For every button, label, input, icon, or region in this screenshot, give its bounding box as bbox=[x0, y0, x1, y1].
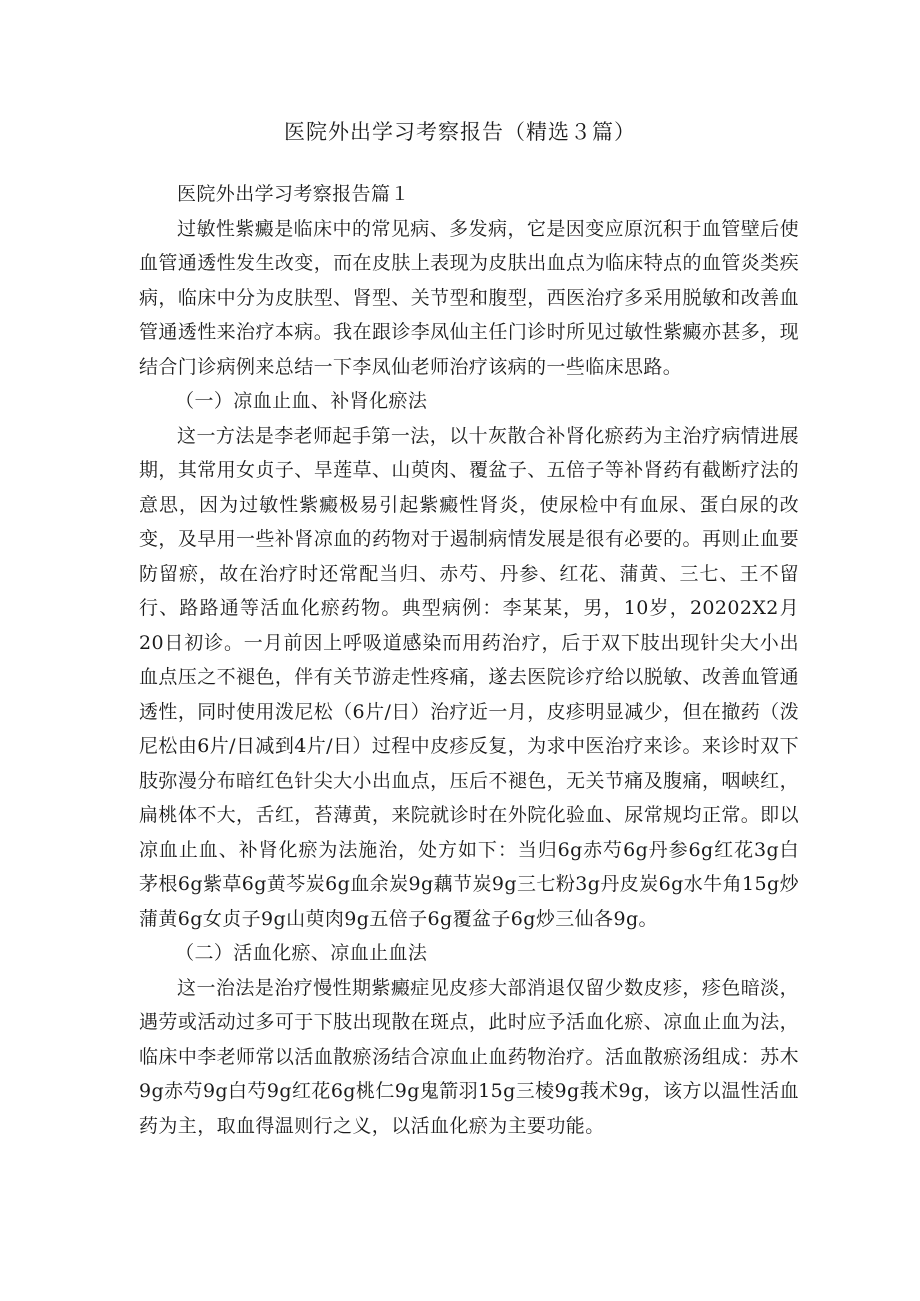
body-paragraph: 过敏性紫癜是临床中的常见病、多发病，它是因变应原沉积于血管壁后使血管通透性发生改变，而在皮肤上表现为皮肤出血点为临床特点的血管炎类疾病，临床中分为皮肤型、肾型、关节型和腹型，西医治疗多采用脱敏和改善血管通透性来治疗本病。我在跟诊李凤仙主任门诊时所见过敏性紫癜亦甚多，现结合门诊病例来总结一下李凤仙老师治疗该病的一些临床思路。 bbox=[139, 217, 799, 378]
subsection-heading: （一）凉血止血、补肾化瘀法 bbox=[175, 390, 428, 412]
subsection-heading: （二）活血化瘀、凉血止血法 bbox=[175, 942, 428, 964]
body-paragraph: 这一治法是治疗慢性期紫癜症见皮疹大部消退仅留少数皮疹，疹色暗淡，遇劳或活动过多可于下肢出现散在斑点，此时应予活血化瘀、凉血止血为法，临床中李老师常以活血散瘀汤结合凉血止血药物治疗。活血散瘀汤组成：苏木9g赤芍9g白芍9g红花6g桃仁9g鬼箭羽15g三棱9g莪术9g，该方以温性活血药为主，取血得温则行之义，以活血化瘀为主要功能。 bbox=[139, 976, 799, 1137]
document-title: 医院外出学习考察报告（精选３篇） bbox=[284, 120, 636, 144]
body-paragraph: 这一方法是李老师起手第一法，以十灰散合补肾化瘀药为主治疗病情进展期，其常用女贞子、旱莲草、山萸肉、覆盆子、五倍子等补肾药有截断疗法的意思，因为过敏性紫癜极易引起紫癜性肾炎，使尿检中有血尿、蛋白尿的改变，及早用一些补肾凉血的药物对于遏制病情发展是很有必要的。再则止血要防留瘀，故在治疗时还常配当归、赤芍、丹参、红花、蒲黄、三七、王不留行、路路通等活血化瘀药物。典型病例：李某某，男，10岁，20202X2月20日初诊。一月前因上呼吸道感染而用药治疗，后于双下肢出现针尖大小出血点压之不褪色，伴有关节游走性疼痛，遂去医院诊疗给以脱敏、改善血管通透性，同时使用泼尼松（6片/日）治疗近一月，皮疹明显减少，但在撤药（泼尼松由6片/日减到4片/日）过程中皮疹反复，为求中医治疗来诊。来诊时双下肢弥漫分布暗红色针尖大小出血点，压后不褪色，无关节痛及腹痛，咽峡红，扁桃体不大，舌红，苔薄黄，来院就诊时在外院化验血、尿常规均正常。即以凉血止血、补肾化瘀为法施治，处方如下：当归6g赤芍6g丹参6g红花3g白茅根6g紫草6g黄芩炭6g血余炭9g藕节炭9g三七粉3g丹皮炭6g水牛角15g炒蒲黄6g女贞子9g山萸肉9g五倍子6g覆盆子6g炒三仙各9g。 bbox=[139, 424, 799, 930]
document-body bbox=[139, 177, 799, 1143]
section-heading: 医院外出学习考察报告篇１ bbox=[177, 183, 410, 205]
